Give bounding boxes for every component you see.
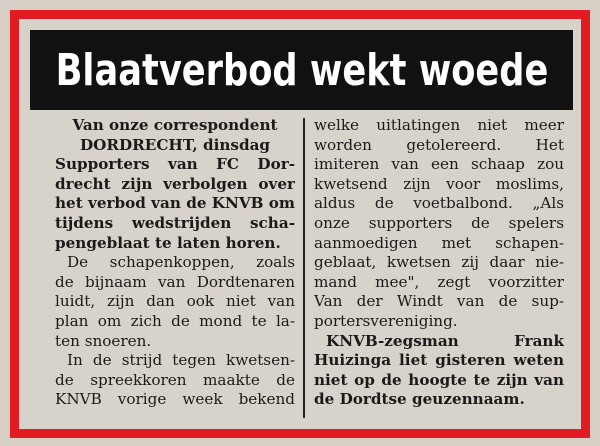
article-line: KNVB-zegsman Frank [326,331,564,350]
article-line: niet op de hoogte te zijn van [314,370,564,389]
article-line: worden getolereerd. Het [314,135,564,154]
article-line: de bijnaam van Dordtenaren [55,272,295,291]
article-line: Van onze correspondent [72,116,278,134]
column-divider [303,118,305,418]
article-line: het verbod van de KNVB om [55,194,295,213]
article-line: Van der Windt van de sup- [314,292,564,311]
article-line: In de strijd tegen kwetsen- [67,351,295,370]
article-line: imiteren van een schaap zou [314,155,564,174]
article-line: De schapenkoppen, zoals [67,253,295,272]
article-line: Huizinga liet gisteren weten [314,351,564,370]
article-line: drecht zijn verbolgen over [55,174,295,193]
article-line: DORDRECHT, dinsdag [79,135,271,154]
article-line: onze supporters de spelers [314,213,564,232]
article-line: aldus de voetbalbond. „Als [314,194,564,213]
headline-bar [30,30,573,110]
article-line: mand mee", zegt voorzitter [314,272,564,291]
headline: Blaatverbod wekt woede [55,44,548,96]
article-column-right [314,116,564,410]
article-line: KNVB vorige week bekend [55,390,295,409]
article-line: ten snoeren. [55,331,152,350]
article-column-left [55,116,295,410]
article-line: pengeblaat te laten horen. [55,233,281,252]
article-line: kwetsend zijn voor moslims, [314,174,564,193]
article-line: tijdens wedstrijden scha- [55,213,295,232]
article-line: welke uitlatingen niet meer [314,116,564,134]
article-line: geblaat, kwetsen zij daar nie- [314,253,564,272]
article-line: plan om zich de mond te la- [55,311,295,330]
article-line: de spreekkoren maakte de [55,370,295,389]
article-line: de Dordtse geuzennaam. [314,390,525,409]
article-line: luidt, zijn dan ook niet van [55,292,295,311]
article-line: Supporters van FC Dor- [55,155,295,174]
article-line: aanmoedigen met schapen- [314,233,564,252]
article-line: portersvereniging. [314,311,458,330]
